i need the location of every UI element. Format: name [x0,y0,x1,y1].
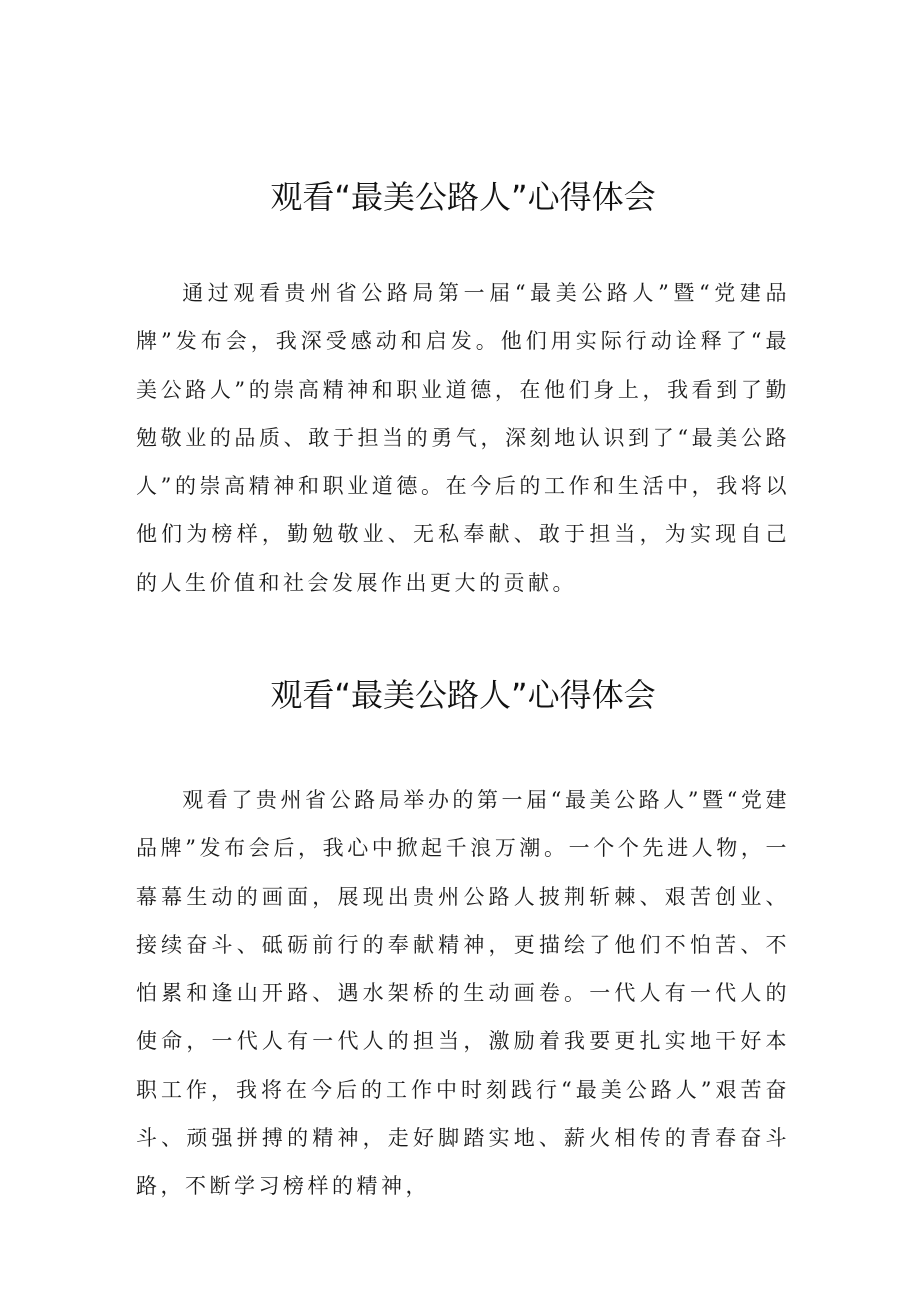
article-1-body: 通过观看贵州省公路局第一届“最美公路人”暨“党建品牌”发布会，我深受感动和启发。他们用实际行动诠释了“最美公路人”的崇高精神和职业道德，在他们身上，我看到了勤勉敬业的品质、敢于担当的勇气，深刻地认识到了“最美公路人”的崇高精神和职业道德。在今后的工作和生活中，我将以他们为榜样，勤勉敬业、无私奉献、敢于担当，为实现自己的人生价值和社会发展作出更大的贡献。 [136,281,790,595]
article-2-title: 观看“最美公路人”心得体会 [270,676,656,714]
article-1 [136,172,790,607]
article-2 [136,670,790,1211]
article-2-body: 观看了贵州省公路局举办的第一届“最美公路人”暨“党建品牌”发布会后，我心中掀起千浪万潮。一个个先进人物，一幕幕生动的画面，展现出贵州公路人披荆斩棘、艰苦创业、接续奋斗、砥砺前行的奉献精神，更描绘了他们不怕苦、不怕累和逢山开路、遇水架桥的生动画卷。一代人有一代人的使命，一代人有一代人的担当，激励着我要更扎实地干好本职工作，我将在今后的工作中时刻践行“最美公路人”艰苦奋斗、顽强拼搏的精神，走好脚踏实地、薪火相传的青春奋斗路，不断学习榜样的精神， [136,788,790,1199]
article-1-title: 观看“最美公路人”心得体会 [270,178,656,216]
